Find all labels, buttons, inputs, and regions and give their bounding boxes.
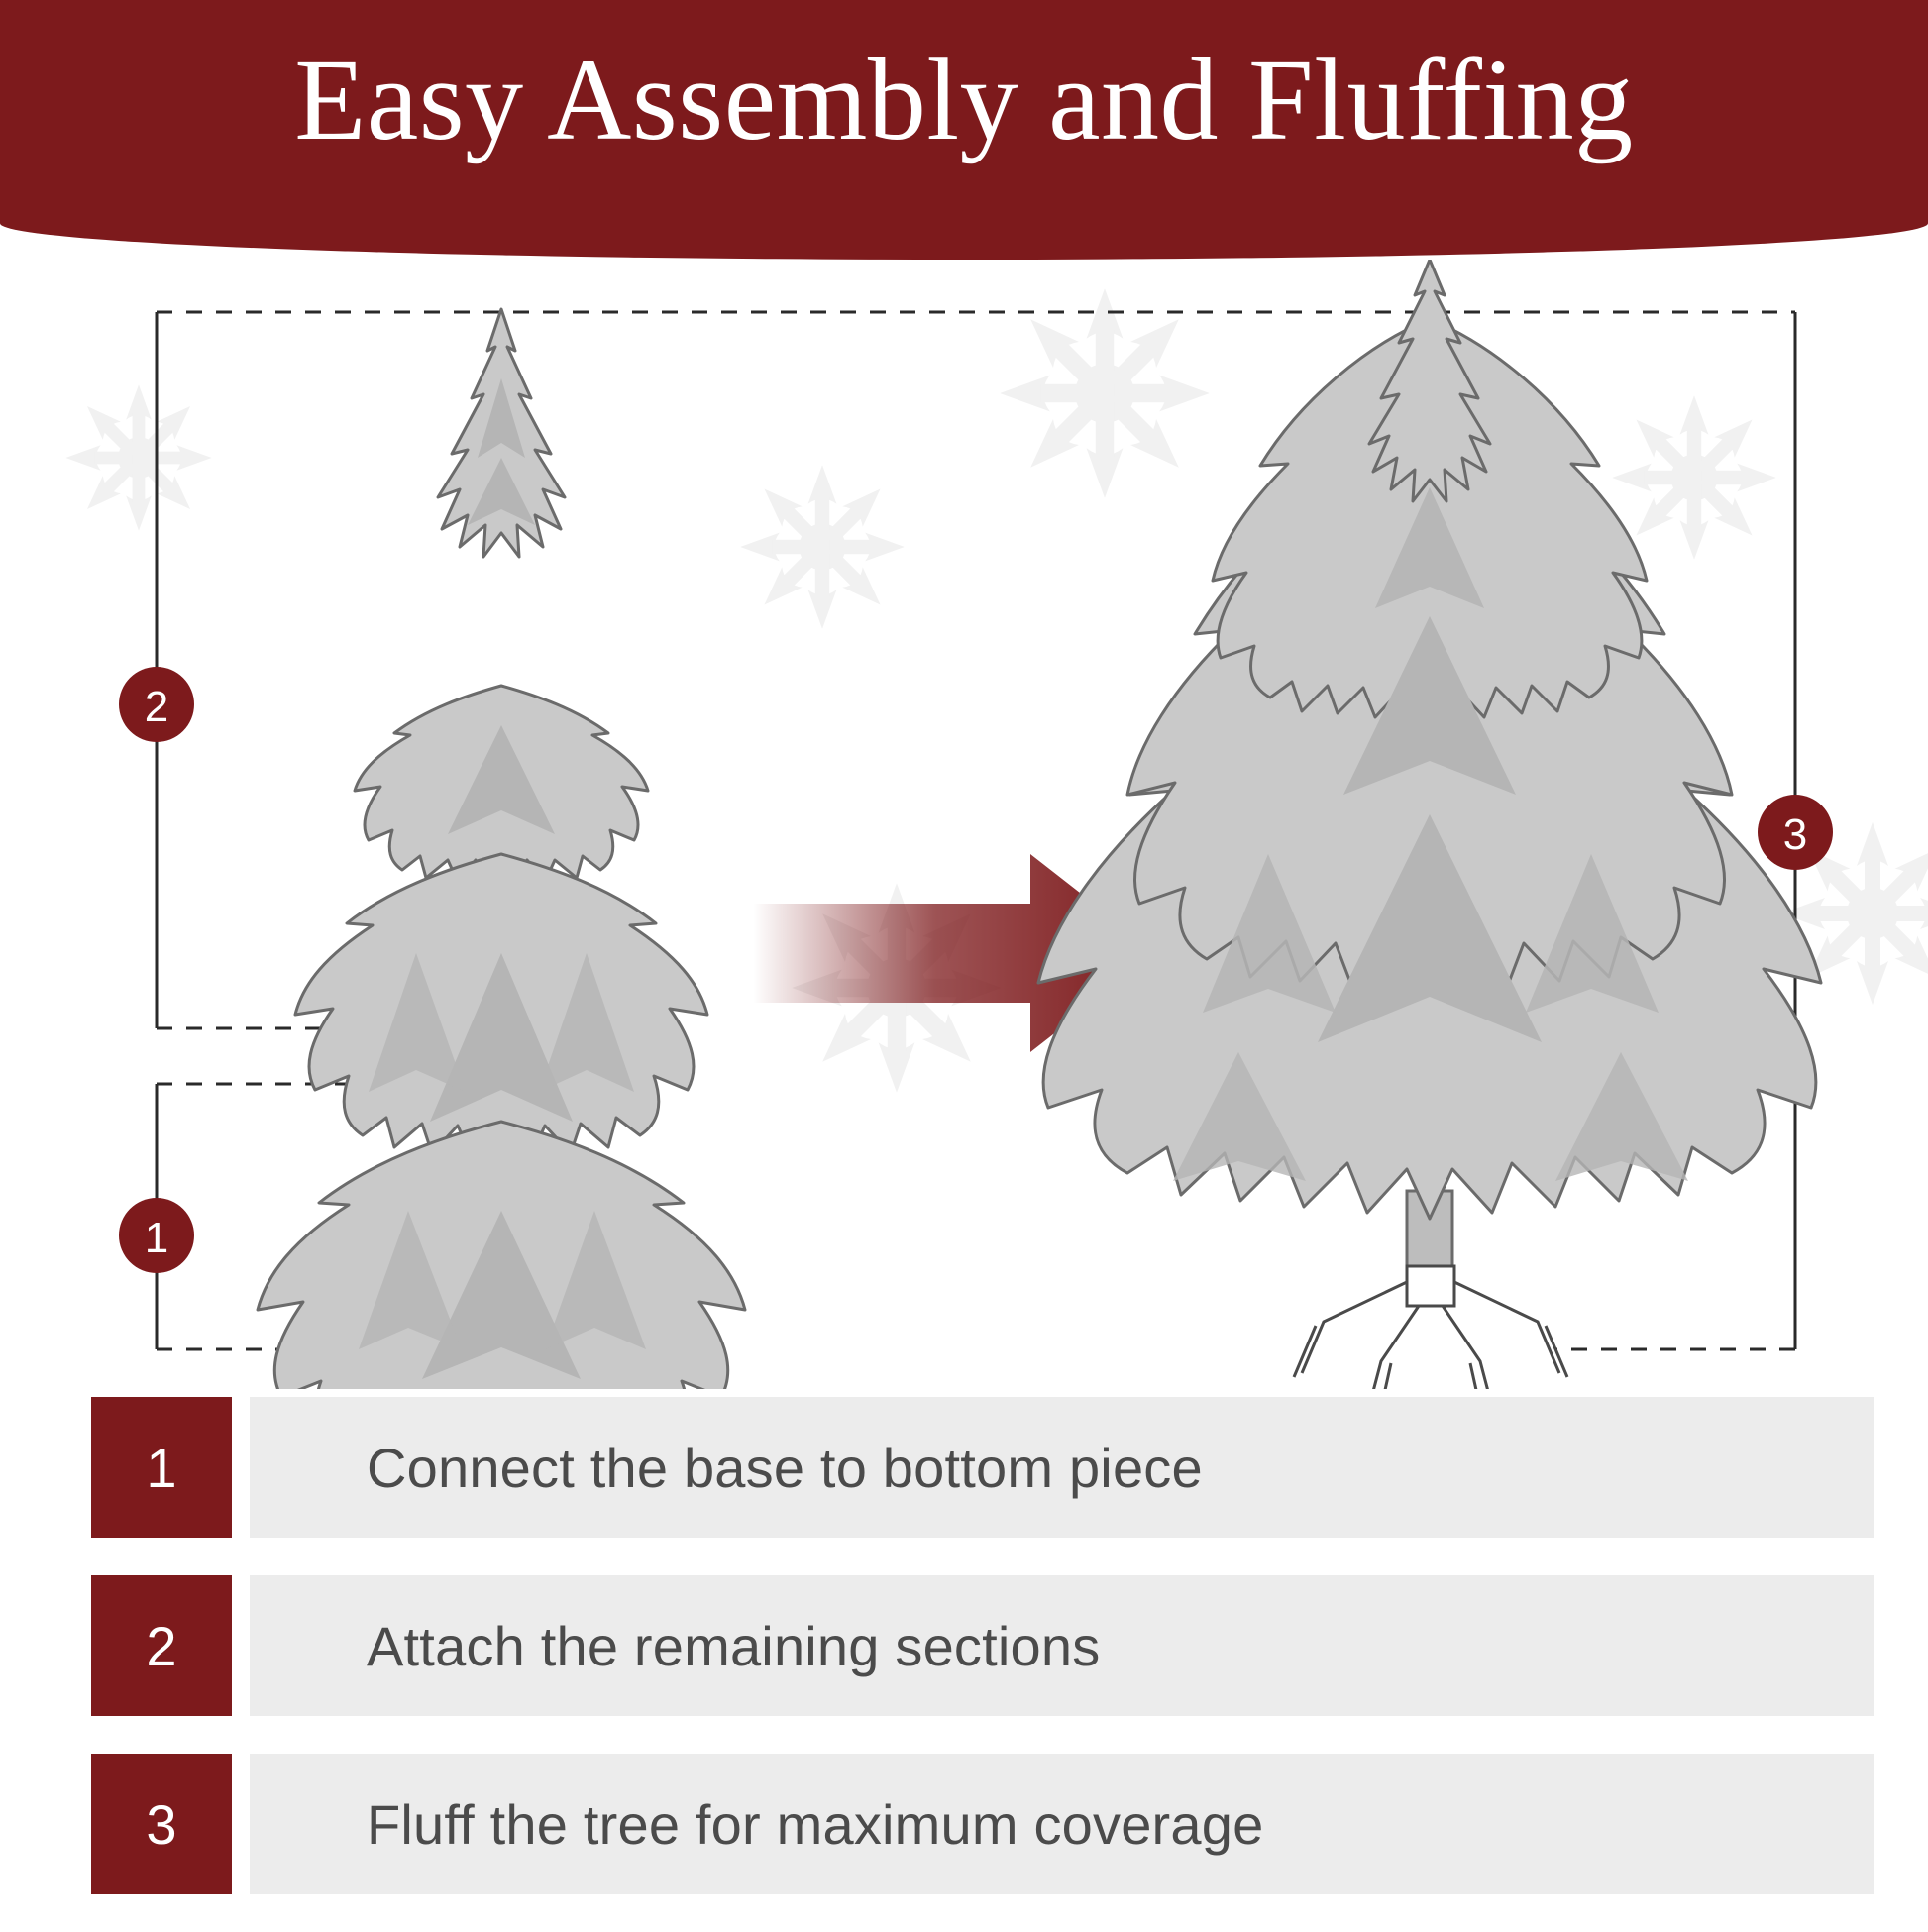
step-label-1: Connect the base to bottom piece: [367, 1436, 1203, 1499]
header-banner: [0, 0, 1928, 260]
step-number-badge-3: 3: [91, 1754, 232, 1894]
tree-stand-base: [1294, 1266, 1567, 1389]
step-text-container-2: [250, 1575, 1874, 1716]
step-label-3: Fluff the tree for maximum coverage: [367, 1792, 1264, 1856]
step-row-2: [91, 1575, 1874, 1716]
diagram-stage: [0, 260, 1928, 1389]
step-text-container-1: [250, 1397, 1874, 1538]
step-number-badge-2: 2: [91, 1575, 232, 1716]
marker-3: [1758, 795, 1833, 870]
step-number-badge-1: 1: [91, 1397, 232, 1538]
marker-1: [119, 1198, 194, 1273]
svg-text:3: 3: [1782, 810, 1808, 859]
page-title: Easy Assembly and Fluffing: [294, 35, 1634, 164]
snowflake-icon: [1612, 395, 1776, 560]
snowflake-icon: [65, 384, 211, 530]
step-label-2: Attach the remaining sections: [367, 1614, 1101, 1677]
steps-list: [91, 1397, 1874, 1932]
marker-2: [119, 667, 194, 742]
svg-text:2: 2: [144, 683, 169, 731]
svg-text:1: 1: [144, 1214, 169, 1262]
disassembled-tree-sections: [258, 309, 745, 1389]
tree-bottom-section: [258, 1122, 745, 1389]
step-text-container-3: [250, 1754, 1874, 1894]
step-row-3: [91, 1754, 1874, 1894]
snowflake-icon: [1000, 288, 1210, 498]
step-row-1: [91, 1397, 1874, 1538]
snowflake-icon: [740, 465, 905, 629]
